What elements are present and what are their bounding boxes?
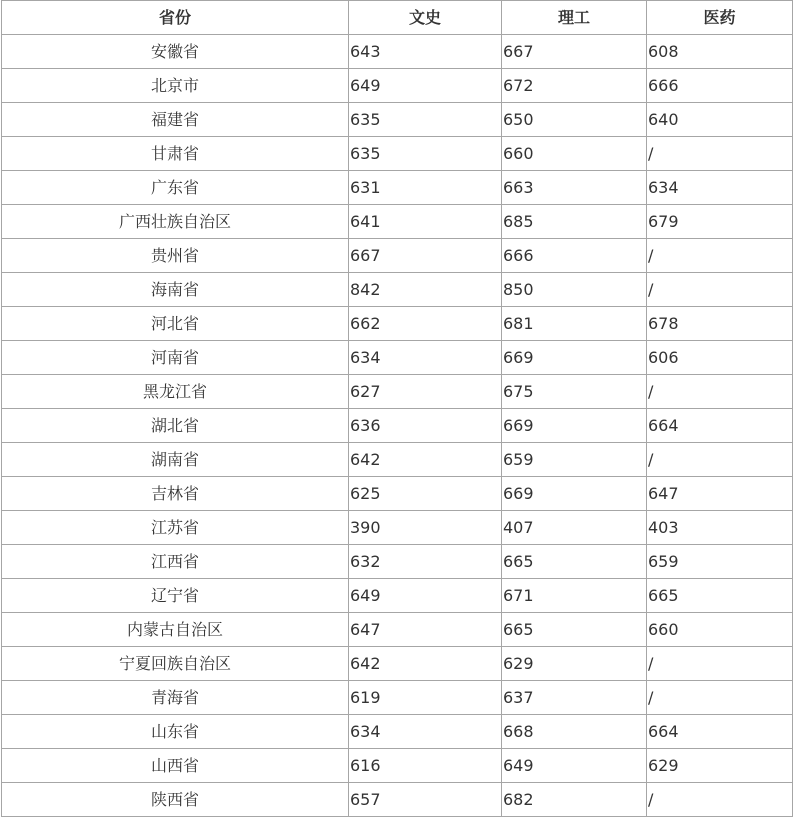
liberal-arts-score: 657 bbox=[349, 783, 502, 817]
table-row bbox=[2, 409, 793, 443]
science-score: 665 bbox=[502, 613, 647, 647]
science-score: 663 bbox=[502, 171, 647, 205]
liberal-arts-score: 636 bbox=[349, 409, 502, 443]
medicine-score: 634 bbox=[647, 171, 793, 205]
table-row bbox=[2, 749, 793, 783]
province-cell: 山东省 bbox=[2, 715, 349, 749]
science-score: 660 bbox=[502, 137, 647, 171]
medicine-score: 640 bbox=[647, 103, 793, 137]
medicine-score: / bbox=[647, 647, 793, 681]
medicine-score: / bbox=[647, 375, 793, 409]
liberal-arts-score: 634 bbox=[349, 341, 502, 375]
table-header bbox=[2, 1, 793, 35]
header-row bbox=[2, 1, 793, 35]
medicine-score: 608 bbox=[647, 35, 793, 69]
medicine-score: 678 bbox=[647, 307, 793, 341]
medicine-score: 647 bbox=[647, 477, 793, 511]
medicine-score: 403 bbox=[647, 511, 793, 545]
province-cell: 山西省 bbox=[2, 749, 349, 783]
table-row bbox=[2, 375, 793, 409]
table-row bbox=[2, 545, 793, 579]
science-score: 407 bbox=[502, 511, 647, 545]
science-score: 649 bbox=[502, 749, 647, 783]
table-row bbox=[2, 341, 793, 375]
liberal-arts-score: 643 bbox=[349, 35, 502, 69]
province-cell: 广东省 bbox=[2, 171, 349, 205]
science-score: 666 bbox=[502, 239, 647, 273]
medicine-score: 666 bbox=[647, 69, 793, 103]
science-score: 650 bbox=[502, 103, 647, 137]
medicine-score: 665 bbox=[647, 579, 793, 613]
province-cell: 安徽省 bbox=[2, 35, 349, 69]
liberal-arts-score: 625 bbox=[349, 477, 502, 511]
medicine-score: 664 bbox=[647, 409, 793, 443]
science-score: 682 bbox=[502, 783, 647, 817]
province-cell: 宁夏回族自治区 bbox=[2, 647, 349, 681]
science-score: 850 bbox=[502, 273, 647, 307]
liberal-arts-score: 667 bbox=[349, 239, 502, 273]
science-score: 681 bbox=[502, 307, 647, 341]
science-score: 665 bbox=[502, 545, 647, 579]
province-cell: 黑龙江省 bbox=[2, 375, 349, 409]
province-cell: 湖北省 bbox=[2, 409, 349, 443]
medicine-score: / bbox=[647, 239, 793, 273]
table-row bbox=[2, 647, 793, 681]
table-row bbox=[2, 715, 793, 749]
science-score: 667 bbox=[502, 35, 647, 69]
province-cell: 广西壮族自治区 bbox=[2, 205, 349, 239]
table-row bbox=[2, 681, 793, 715]
liberal-arts-score: 662 bbox=[349, 307, 502, 341]
medicine-score: 606 bbox=[647, 341, 793, 375]
science-score: 669 bbox=[502, 477, 647, 511]
medicine-score: / bbox=[647, 443, 793, 477]
table-body bbox=[2, 35, 793, 817]
medicine-score: 659 bbox=[647, 545, 793, 579]
liberal-arts-score: 627 bbox=[349, 375, 502, 409]
science-score: 659 bbox=[502, 443, 647, 477]
table-row bbox=[2, 137, 793, 171]
liberal-arts-score: 634 bbox=[349, 715, 502, 749]
liberal-arts-score: 635 bbox=[349, 103, 502, 137]
medicine-score: 679 bbox=[647, 205, 793, 239]
liberal-arts-score: 616 bbox=[349, 749, 502, 783]
liberal-arts-score: 649 bbox=[349, 69, 502, 103]
province-cell: 吉林省 bbox=[2, 477, 349, 511]
science-score: 669 bbox=[502, 409, 647, 443]
science-score: 629 bbox=[502, 647, 647, 681]
score-table bbox=[1, 0, 793, 817]
header-medicine: 医药 bbox=[647, 1, 793, 35]
table-row bbox=[2, 205, 793, 239]
medicine-score: / bbox=[647, 137, 793, 171]
science-score: 668 bbox=[502, 715, 647, 749]
table-row bbox=[2, 443, 793, 477]
province-cell: 北京市 bbox=[2, 69, 349, 103]
science-score: 672 bbox=[502, 69, 647, 103]
header-province: 省份 bbox=[2, 1, 349, 35]
province-cell: 辽宁省 bbox=[2, 579, 349, 613]
table-row bbox=[2, 579, 793, 613]
table-row bbox=[2, 239, 793, 273]
province-cell: 湖南省 bbox=[2, 443, 349, 477]
province-cell: 陕西省 bbox=[2, 783, 349, 817]
medicine-score: / bbox=[647, 783, 793, 817]
province-cell: 青海省 bbox=[2, 681, 349, 715]
table-row bbox=[2, 307, 793, 341]
table-row bbox=[2, 511, 793, 545]
liberal-arts-score: 647 bbox=[349, 613, 502, 647]
table-row bbox=[2, 273, 793, 307]
liberal-arts-score: 631 bbox=[349, 171, 502, 205]
liberal-arts-score: 635 bbox=[349, 137, 502, 171]
province-cell: 内蒙古自治区 bbox=[2, 613, 349, 647]
science-score: 669 bbox=[502, 341, 647, 375]
header-science: 理工 bbox=[502, 1, 647, 35]
table-row bbox=[2, 783, 793, 817]
province-cell: 海南省 bbox=[2, 273, 349, 307]
liberal-arts-score: 632 bbox=[349, 545, 502, 579]
table-row bbox=[2, 613, 793, 647]
table-row bbox=[2, 69, 793, 103]
liberal-arts-score: 842 bbox=[349, 273, 502, 307]
province-cell: 江苏省 bbox=[2, 511, 349, 545]
table-row bbox=[2, 35, 793, 69]
province-cell: 贵州省 bbox=[2, 239, 349, 273]
medicine-score: 629 bbox=[647, 749, 793, 783]
liberal-arts-score: 649 bbox=[349, 579, 502, 613]
liberal-arts-score: 642 bbox=[349, 647, 502, 681]
medicine-score: 660 bbox=[647, 613, 793, 647]
province-cell: 福建省 bbox=[2, 103, 349, 137]
medicine-score: / bbox=[647, 681, 793, 715]
table-row bbox=[2, 171, 793, 205]
table-row bbox=[2, 103, 793, 137]
province-cell: 河南省 bbox=[2, 341, 349, 375]
science-score: 685 bbox=[502, 205, 647, 239]
table-row bbox=[2, 477, 793, 511]
liberal-arts-score: 641 bbox=[349, 205, 502, 239]
liberal-arts-score: 642 bbox=[349, 443, 502, 477]
liberal-arts-score: 390 bbox=[349, 511, 502, 545]
medicine-score: / bbox=[647, 273, 793, 307]
province-cell: 甘肃省 bbox=[2, 137, 349, 171]
liberal-arts-score: 619 bbox=[349, 681, 502, 715]
science-score: 675 bbox=[502, 375, 647, 409]
province-cell: 江西省 bbox=[2, 545, 349, 579]
header-liberal-arts: 文史 bbox=[349, 1, 502, 35]
province-cell: 河北省 bbox=[2, 307, 349, 341]
science-score: 637 bbox=[502, 681, 647, 715]
medicine-score: 664 bbox=[647, 715, 793, 749]
science-score: 671 bbox=[502, 579, 647, 613]
